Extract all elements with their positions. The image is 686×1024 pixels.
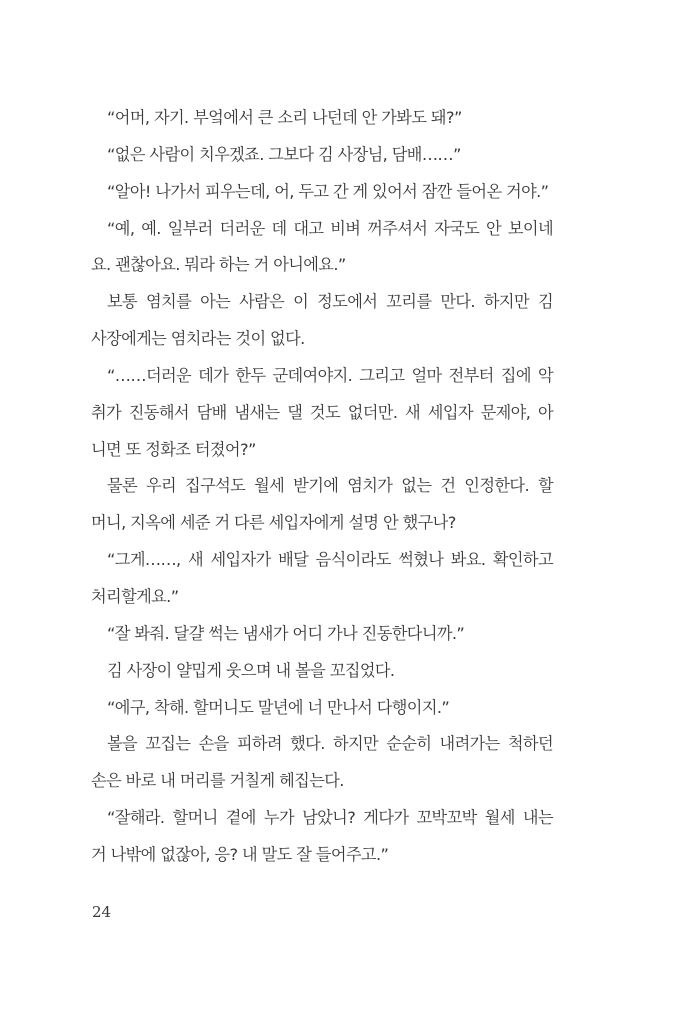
text-line: 김 사장이 얄밉게 웃으며 내 볼을 꼬집었다. (107, 660, 395, 680)
text-line: 사장에게는 염치라는 것이 없다. (91, 329, 305, 349)
text-line: 요. 괜찮아요. 뭐라 하는 거 아니에요.” (91, 255, 346, 275)
page-number: 24 (92, 903, 112, 921)
body-text (91, 104, 553, 878)
text-line: 보통 염치를 아는 사람은 이 정도에서 꼬리를 만다. 하지만 김 (107, 292, 553, 312)
text-line: “에구, 착해. 할머니도 말년에 너 만나서 다행이지.” (107, 697, 450, 717)
text-line: 취가 진동해서 담배 냄새는 댈 것도 없더만. 새 세입자 문제야, 아 (91, 402, 553, 422)
text-line: “없은 사람이 치우겠죠. 그보다 김 사장님, 담배……” (107, 144, 461, 164)
text-line: 처리할게요.” (91, 586, 179, 606)
text-line: “그게……, 새 세입자가 배달 음식이라도 썩혔나 봐요. 확인하고 (107, 550, 553, 570)
text-line: “알아! 나가서 피우는데, 어, 두고 간 게 있어서 잠깐 들어온 거야.” (107, 181, 549, 201)
text-line: 물론 우리 집구석도 월세 받기에 염치가 없는 건 인정한다. 할 (107, 476, 553, 496)
text-line: 머니, 지옥에 세준 거 다른 세입자에게 설명 안 했구나? (91, 513, 456, 533)
text-line: 손은 바로 내 머리를 거칠게 헤집는다. (91, 771, 344, 791)
text-line: “잘해라. 할머니 곁에 누가 남았니? 게다가 꼬박꼬박 월세 내는 (107, 808, 553, 828)
text-line: “예, 예. 일부러 더러운 데 대고 비벼 꺼주셔서 자국도 안 보이네 (107, 218, 553, 238)
text-line: “잘 봐줘. 달걀 썩는 냄새가 어디 가나 진동한다니까.” (107, 623, 465, 643)
text-line: 니면 또 정화조 터졌어?” (91, 439, 256, 459)
text-line: 거 나밖에 없잖아, 응? 내 말도 잘 들어주고.” (91, 844, 389, 864)
text-line: 볼을 꼬집는 손을 피하려 했다. 하지만 순순히 내려가는 척하던 (107, 734, 553, 754)
text-line: “어머, 자기. 부엌에서 큰 소리 나던데 안 가봐도 돼?” (107, 108, 462, 127)
text-line: “……더러운 데가 한두 군데여야지. 그리고 얼마 전부터 집에 악 (107, 365, 553, 385)
